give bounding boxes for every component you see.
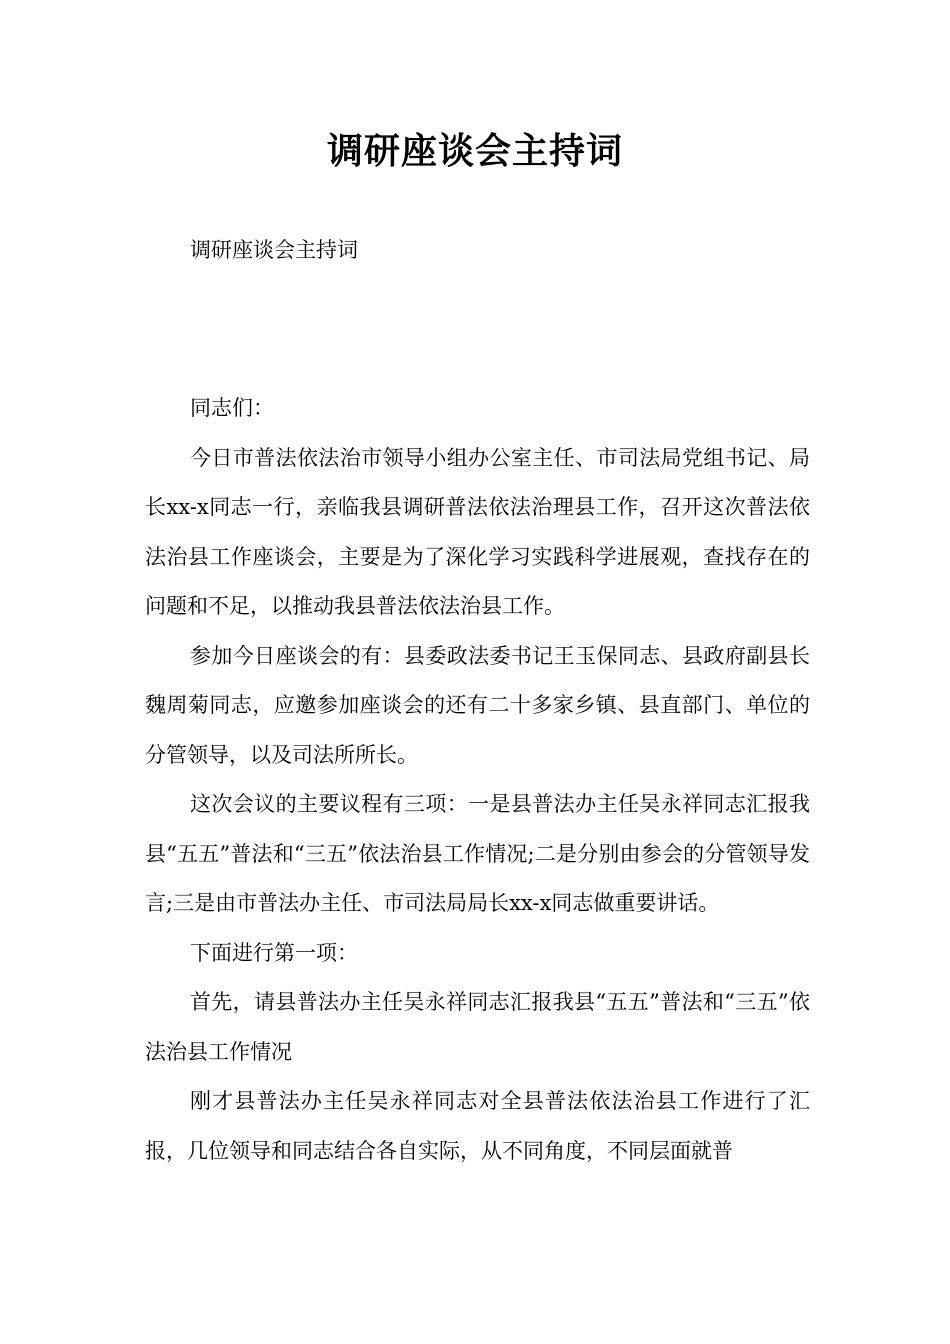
document-body [145, 384, 810, 1176]
paragraph-first-item: 下面进行第一项： [190, 940, 358, 965]
paragraph-report-request: 首先，请县普法办主任吴永祥同志汇报我县“五五”普法和“三五”依法治县工作情况 [145, 990, 810, 1064]
document-title: 调研座谈会主持词 [326, 131, 623, 172]
paragraph-attendees: 参加今日座谈会的有：县委政法委书记王玉保同志、县政府副县长魏周菊同志，应邀参加座谈会的还有二十多家乡镇、县直部门、单位的分管领导，以及司法所所长。 [145, 643, 810, 767]
paragraph-intro: 今日市普法依法治市领导小组办公室主任、市司法局党组书记、局长xx-x同志一行，亲临我县调研普法依法治理县工作，召开这次普法依法治县工作座谈会，主要是为了深化学习实践科学进展观，查找存在的问题和不足，以推动我县普法依法治县工作。 [145, 445, 810, 618]
paragraph-agenda: 这次会议的主要议程有三项：一是县普法办主任吴永祥同志汇报我县“五五”普法和“三五”依法治县工作情况;二是分别由参会的分管领导发言;三是由市普法办主任、市司法局局长xx-x同志做重要讲话。 [145, 792, 810, 915]
paragraph-summary: 刚才县普法办主任吴永祥同志对全县普法依法治县工作进行了汇报，几位领导和同志结合各自实际，从不同角度，不同层面就普 [145, 1089, 810, 1163]
document-subtitle: 调研座谈会主持词 [190, 238, 358, 262]
paragraph-greeting: 同志们： [190, 396, 274, 420]
